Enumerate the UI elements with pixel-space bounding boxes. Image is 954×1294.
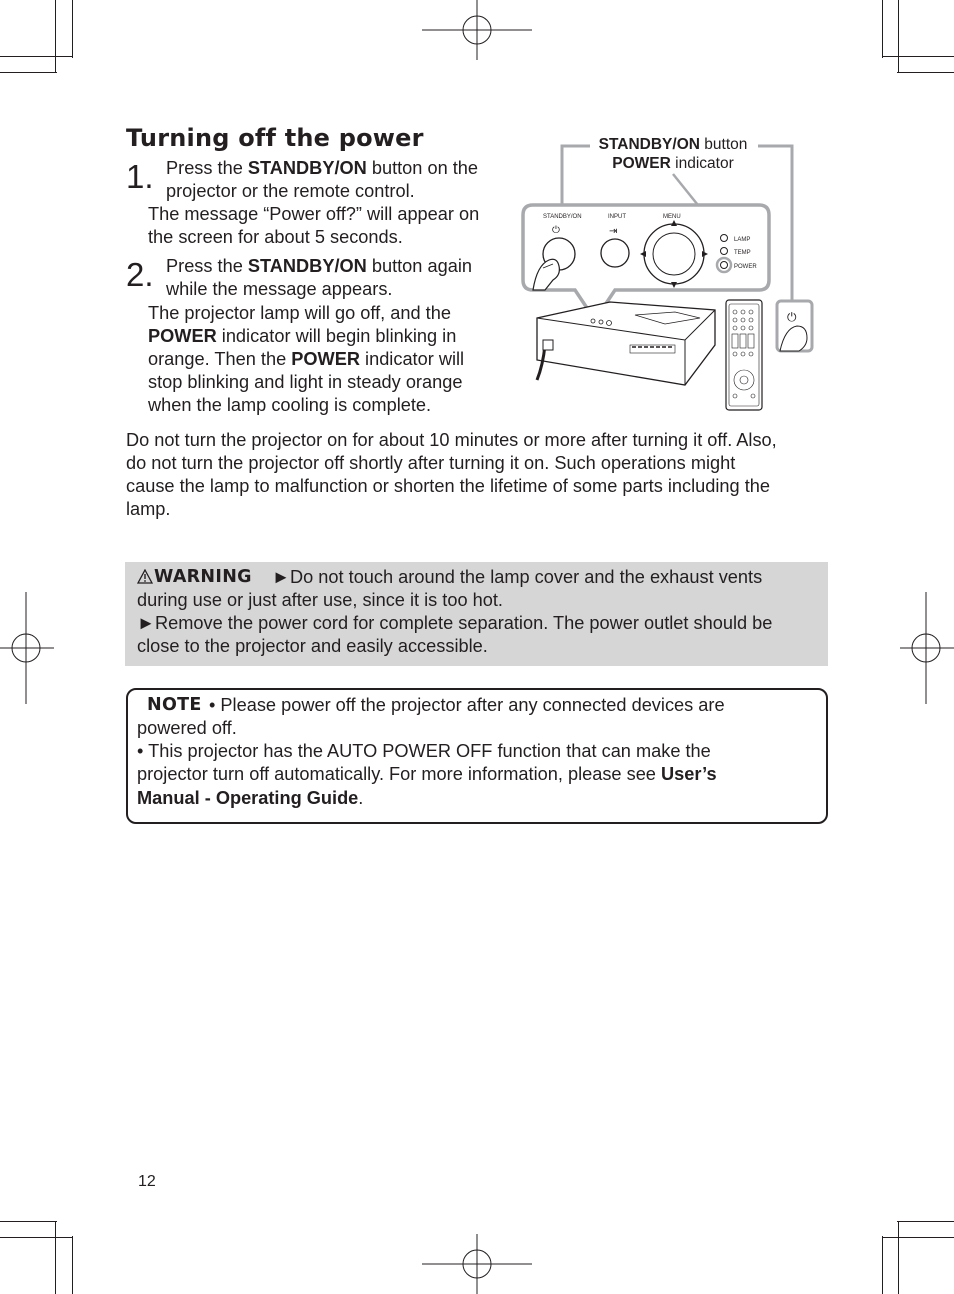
callout-power-label: POWER indicator [612,155,734,172]
registration-mark-top [420,0,534,60]
note-line-5: Manual - Operating Guide. [137,788,364,808]
input-symbol-icon: ⇥ [609,226,618,237]
step-2-line-6: stop blinking and light in steady orange [148,372,463,392]
registration-mark-bottom [420,1234,534,1294]
step-2-line-4: POWER indicator will begin blinking in [148,326,457,346]
illus-label-menu: MENU [663,214,681,220]
body-line-2: do not turn the projector off shortly after turning it on. Such operations might [126,453,736,473]
body-line-1: Do not turn the projector on for about 10 minutes or more after turning it off. Also, [126,430,777,450]
illus-label-standby: STANDBY/ON [543,214,582,220]
lamp-indicator-icon [721,235,728,242]
step-1-number: 1. [126,158,154,195]
menu-button-icon [653,233,695,275]
step-1-line-3: The message “Power off?” will appear on [148,204,480,224]
note-label: NOTE [147,695,202,715]
step-1-line-4: the screen for about 5 seconds. [148,227,403,247]
body-line-3: cause the lamp to malfunction or shorten the lifetime of some parts including the [126,476,770,496]
illus-label-temp: TEMP [734,250,751,256]
step-2-line-1: Press the STANDBY/ON button again [166,256,472,276]
step-1-line-1: Press the STANDBY/ON button on the [166,158,479,178]
callout-standby-label: STANDBY/ON button [598,136,748,153]
warning-line-4: close to the projector and easily accessible. [137,636,488,656]
projector-body-icon [537,302,715,385]
temp-indicator-icon [721,248,728,255]
body-line-4: lamp. [126,499,171,519]
section-title: Turning off the power [126,124,424,152]
warning-line-3: ►Remove the power cord for complete separation. The power outlet should be [137,613,773,633]
power-symbol-icon: ⏻ [552,225,560,236]
rear-ports-icon [630,345,675,353]
input-button-icon [601,239,629,267]
projector-illustration [515,140,820,415]
note-line-3: • This projector has the AUTO POWER OFF function that can make the [137,741,711,761]
step-2-number: 2. [126,256,154,293]
warning-label: WARNING [154,567,252,587]
registration-mark-right [898,592,954,704]
registration-mark-left [0,592,56,704]
warning-line-1: ►Do not touch around the lamp cover and the exhaust vents [272,567,763,587]
power-indicator-icon [721,262,728,269]
step-2-line-5: orange. Then the POWER indicator will [148,349,465,369]
step-2-line-3: The projector lamp will go off, and the [148,303,451,323]
illus-label-lamp: LAMP [734,237,751,243]
note-line-1: • Please power off the projector after any connected devices are [209,695,725,715]
warning-icon [137,569,153,584]
note-line-2: powered off. [137,718,237,738]
illus-label-input: INPUT [608,214,626,220]
step-2-line-7: when the lamp cooling is complete. [148,395,432,415]
warning-line-2: during use or just after use, since it is too hot. [137,590,503,610]
illus-label-power: POWER [734,264,757,270]
page-number: 12 [138,1173,156,1190]
note-line-4: projector turn off automatically. For more information, please see User’s [137,764,717,784]
remote-power-symbol-icon: ⏻ [787,310,797,324]
step-2-line-2: while the message appears. [166,279,393,299]
step-1-line-2: projector or the remote control. [166,181,415,201]
